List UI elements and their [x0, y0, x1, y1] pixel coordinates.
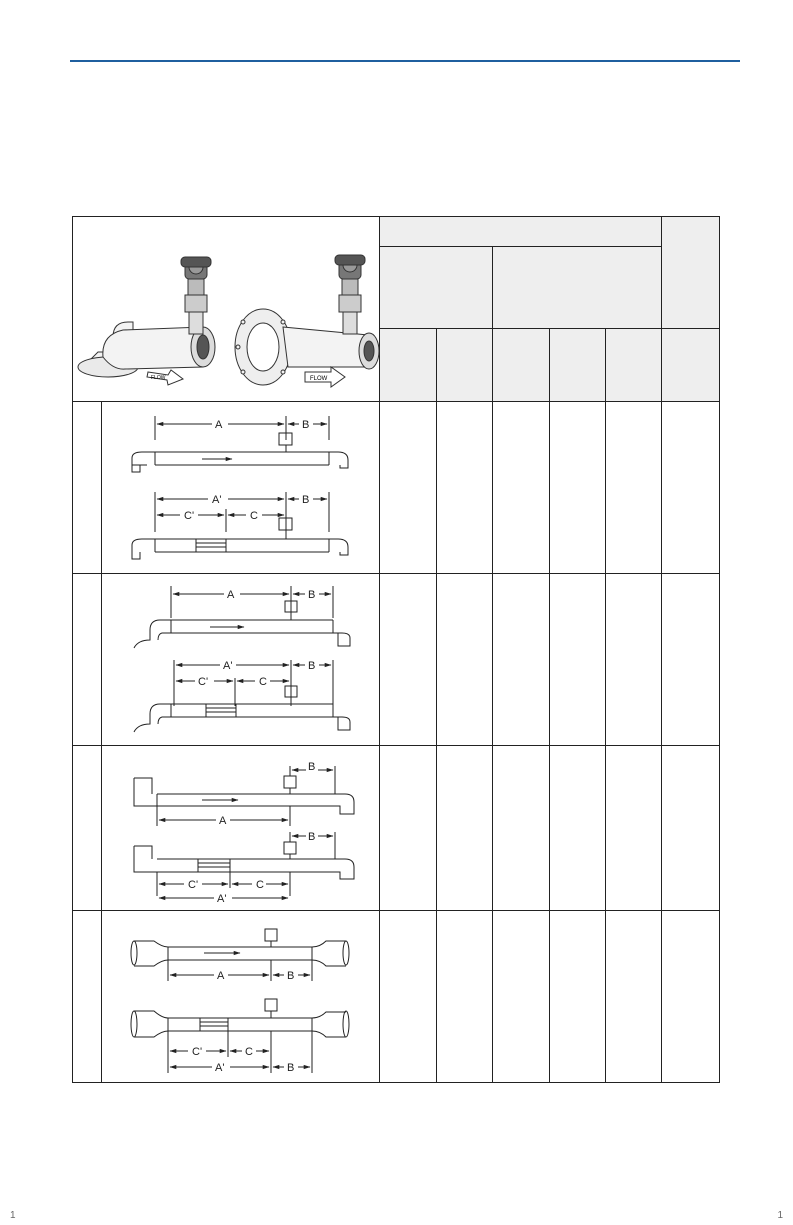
svg-text:C': C' [192, 1046, 203, 1058]
header-group-right [493, 247, 662, 329]
header-group-top [380, 217, 662, 247]
svg-text:C': C' [198, 676, 209, 688]
transmitter-photo [73, 217, 380, 402]
svg-text:A: A [217, 970, 225, 982]
svg-text:C: C [245, 1046, 253, 1058]
header-col-1 [380, 329, 437, 402]
straight-run-table [72, 216, 720, 1083]
table-row [73, 911, 720, 1083]
svg-text:A: A [227, 589, 235, 601]
row-number [73, 911, 102, 1083]
page-number-left: 1 [10, 1210, 16, 1221]
svg-text:C: C [250, 510, 258, 522]
svg-text:B: B [287, 970, 295, 982]
svg-text:A': A' [215, 1062, 225, 1074]
config-diagram-2 [102, 574, 380, 746]
svg-text:B: B [308, 589, 316, 601]
header-col-4 [550, 329, 606, 402]
svg-text:A: A [219, 815, 227, 827]
row-number [73, 574, 102, 746]
header-col-6 [662, 329, 720, 402]
svg-text:B: B [308, 660, 316, 672]
flow-arrow-right [305, 367, 345, 387]
flow-label-right: FLOW [310, 376, 328, 382]
svg-text:C': C' [184, 510, 195, 522]
config-diagram-3 [102, 746, 380, 911]
flow-label-left: FLOW [151, 375, 166, 381]
svg-text:A': A' [217, 893, 227, 905]
svg-text:B: B [302, 419, 310, 431]
svg-text:B: B [308, 831, 316, 843]
config-diagram-4 [102, 911, 380, 1083]
page-number-right: 1 [777, 1210, 783, 1221]
header-col-3 [493, 329, 550, 402]
header-col-5 [606, 329, 662, 402]
header-group-left [380, 247, 493, 329]
row-number [73, 746, 102, 911]
table-row [73, 574, 720, 746]
row-number [73, 402, 102, 574]
header-col-2 [437, 329, 493, 402]
svg-text:B: B [287, 1062, 295, 1074]
table-row [73, 746, 720, 911]
header-rule [70, 60, 740, 62]
svg-text:A: A [215, 419, 223, 431]
svg-text:C: C [256, 879, 264, 891]
svg-text:B: B [302, 494, 310, 506]
config-diagram-1 [102, 402, 380, 574]
table-row [73, 402, 720, 574]
svg-text:C: C [259, 676, 267, 688]
svg-text:A': A' [223, 660, 233, 672]
flow-arrow-left [147, 370, 183, 385]
annubar-installation-illustration [73, 217, 380, 401]
svg-text:B: B [308, 761, 316, 773]
svg-text:A': A' [212, 494, 222, 506]
header-right-top [662, 217, 720, 329]
svg-text:C': C' [188, 879, 199, 891]
